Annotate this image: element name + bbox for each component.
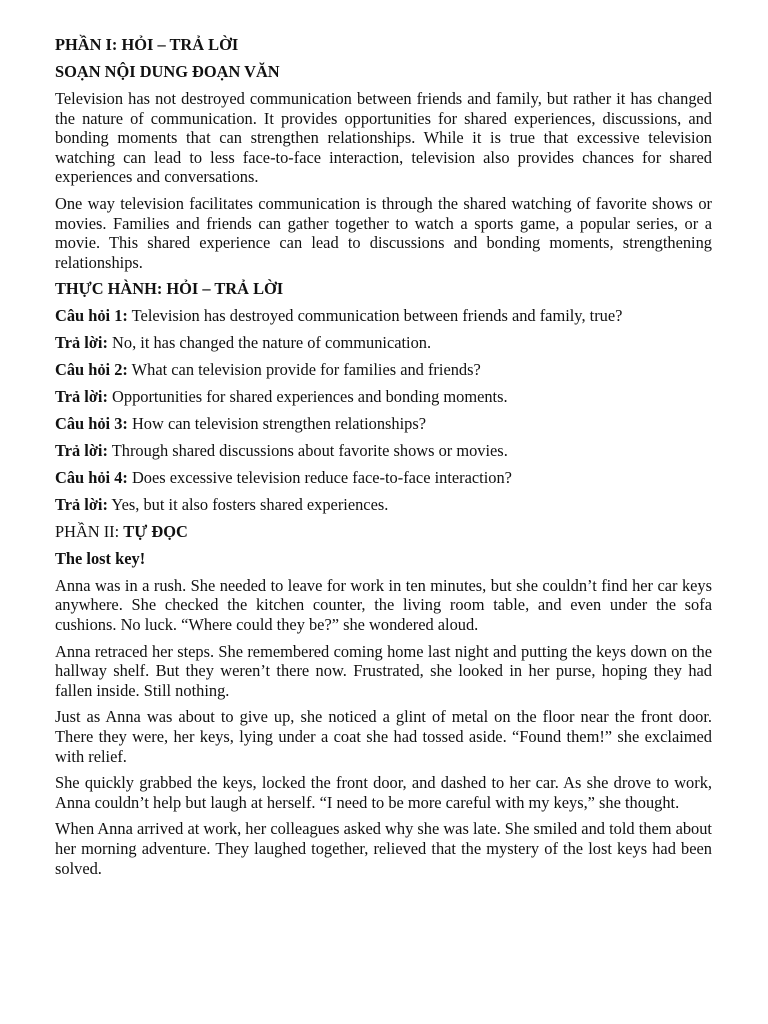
part1-heading: PHẦN I: HỎI – TRẢ LỜI: [55, 35, 239, 54]
part1-subheading: SOẠN NỘI DUNG ĐOẠN VĂN: [55, 62, 280, 81]
qa-text: Does excessive television reduce face-to-face interaction?: [127, 468, 512, 488]
qa-text: Yes, but it also fosters shared experiences.: [107, 495, 389, 515]
part1-paragraph: One way television facilitates communication is through the shared watching of favorite shows or movies. Families and friends can gather together to watch a sports game, a popular series, or a movie. This shared experience can lead to discussions and bonding moments, strengthening relationships.: [55, 193, 712, 272]
qa-label: Trả lời:: [55, 495, 108, 515]
part2-heading: [55, 522, 712, 542]
part1-paragraph: Television has not destroyed communication between friends and family, but rather it has changed the nature of communication. It provides opportunities for shared experiences, discussions, and bonding moments that can strengthen relationships. While it is true that excessive television watching can lead to less face-to-face interaction, television also provides chances for shared experiences and conversations.: [55, 89, 712, 187]
qa-label: Trả lời:: [55, 387, 108, 407]
part2-heading-bold: TỰ ĐỌC: [123, 522, 188, 542]
question-1: [55, 306, 712, 326]
qa-text: What can television provide for families and friends?: [127, 360, 481, 380]
qa-label: Trả lời:: [55, 441, 108, 461]
answer-3: [55, 441, 712, 461]
qa-text: Opportunities for shared experiences and bonding moments.: [107, 387, 508, 407]
story-paragraph: She quickly grabbed the keys, locked the front door, and dashed to her car. As she drove to work, Anna couldn’t help but laugh at herself. “I need to be more careful with my keys,” she thought.: [55, 773, 712, 812]
qa-text: Through shared discussions about favorite shows or movies.: [107, 441, 508, 461]
question-2: [55, 360, 712, 380]
story-paragraph: Anna was in a rush. She needed to leave for work in ten minutes, but she couldn’t find her car keys anywhere. She checked the kitchen counter, the living room table, and even under the sofa cushions. No luck. “Where could they be?” she wondered aloud.: [55, 575, 712, 634]
answer-2: [55, 387, 712, 407]
qa-text: Television has destroyed communication between friends and family, true?: [127, 306, 623, 326]
answer-4: [55, 495, 712, 515]
question-4: [55, 468, 712, 488]
story-title: The lost key!: [55, 548, 146, 568]
qa-label: Câu hỏi 1:: [55, 306, 128, 326]
story-paragraph: Just as Anna was about to give up, she noticed a glint of metal on the floor near the front door. There they were, her keys, lying under a coat she had tossed aside. “Found them!” she exclaimed with relief.: [55, 707, 712, 766]
part2-heading-prefix: PHẦN II:: [55, 522, 124, 542]
document-page: [55, 35, 712, 885]
qa-label: Câu hỏi 3:: [55, 414, 128, 434]
qa-label: Câu hỏi 2:: [55, 360, 128, 380]
answer-1: [55, 333, 712, 353]
qa-label: Câu hỏi 4:: [55, 468, 128, 488]
practice-heading: THỰC HÀNH: HỎI – TRẢ LỜI: [55, 279, 284, 299]
question-3: [55, 414, 712, 434]
qa-text: How can television strengthen relationships?: [127, 414, 427, 434]
qa-label: Trả lời:: [55, 333, 108, 353]
story-paragraph: When Anna arrived at work, her colleagues asked why she was late. She smiled and told them about her morning adventure. They laughed together, relieved that the mystery of the lost keys had been solved.: [55, 819, 712, 878]
story-paragraph: Anna retraced her steps. She remembered coming home last night and putting the keys down on the hallway shelf. But they weren’t there now. Frustrated, she looked in her purse, hoping they had fallen inside. Still nothing.: [55, 641, 712, 700]
qa-text: No, it has changed the nature of communication.: [107, 333, 432, 353]
